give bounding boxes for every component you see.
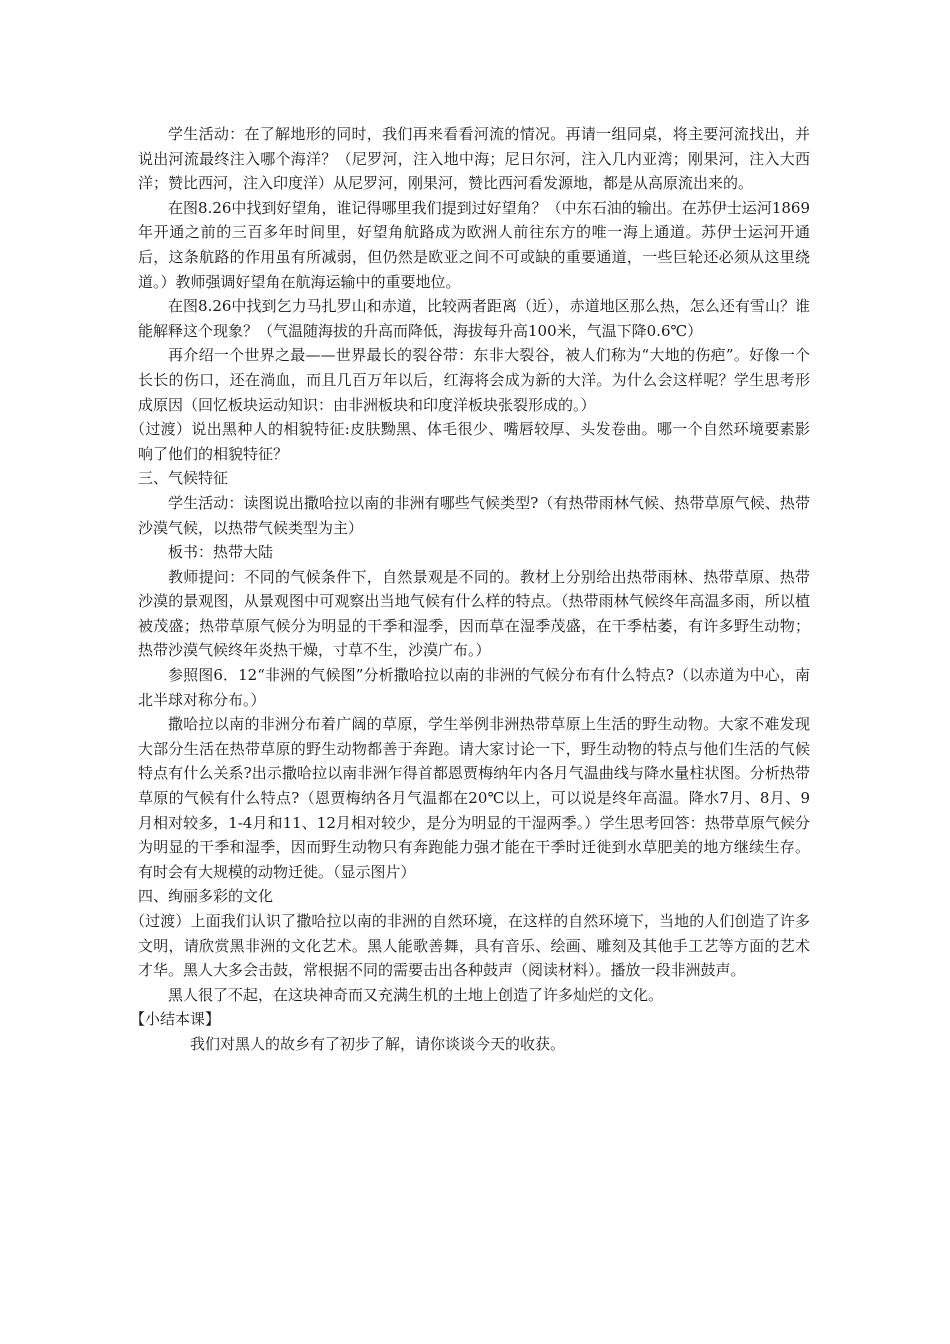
section-heading-culture: 四、绚丽多彩的文化 bbox=[138, 887, 274, 906]
paragraph-teacher-question: 教师提问：不同的气候条件下，自然景观是不同的。教材上分别给出热带雨林、热带草原、热带沙漠的景观图，从景观图中可观察出当地气候有什么样的特点。（热带雨林气候终年高温多雨，所以植被茂盛；热带草原气候分为明显的干季和湿季，因而草在湿季茂盛，在干季枯萎，有许多野生动物；热带沙漠气候终年炎热干燥，寸草不生，沙漠广布。） bbox=[138, 567, 810, 660]
paragraph-closing: 我们对黑人的故乡有了初步了解，请你谈谈今天的收获。 bbox=[190, 1034, 566, 1053]
document-body bbox=[130, 122, 810, 1057]
paragraph-transition-culture: （过渡）上面我们认识了撒哈拉以南的非洲的自然环境，在这样的自然环境下，当地的人们创造了许多文明，请欣赏黑非洲的文化艺术。黑人能歌善舞，具有音乐、绘画、雕刻及其他手工艺等方面的艺术才华。黑人大多会击鼓，常根据不同的需要击出各种鼓声（阅读材料）。播放一段非洲鼓声。 bbox=[130, 912, 810, 980]
section-heading-summary: 【小结本课】 bbox=[130, 1010, 221, 1029]
paragraph-climate-types: 学生活动：读图说出撒哈拉以南的非洲有哪些气候类型?（有热带雨林气候、热带草原气候、热带沙漠气候，以热带气候类型为主） bbox=[138, 493, 810, 537]
paragraph-kilimanjaro: 在图8.26中找到乞力马扎罗山和赤道，比较两者距离（近），赤道地区那么热，怎么还有雪山？谁能解释这个现象？（气温随海拔的升高而降低，海拔每升高100米，气温下降0.6℃） bbox=[138, 297, 810, 340]
paragraph-rift-valley: 再介绍一个世界之最——世界最长的裂谷带：东非大裂谷，被人们称为“大地的伤疤”。好像一个长长的伤口，还在淌血，而且几百万年以后，红海将会成为新的大洋。为什么会这样呢？学生思考形成原因（回忆板块运动知识：由非洲板块和印度洋板块张裂形成的。） bbox=[138, 346, 810, 414]
paragraph-climate-map: 参照图6．12“非洲的气候图”分析撒哈拉以南的非洲的气候分布有什么特点?（以赤道为中心，南北半球对称分布。） bbox=[138, 666, 810, 709]
paragraph-board-note: 板书：热带大陆 bbox=[168, 543, 274, 562]
paragraph-savanna: 撒哈拉以南的非洲分布着广阔的草原，学生举例非洲热带草原上生活的野生动物。大家不难发现大部分生活在热带草原的野生动物都善于奔跑。请大家讨论一下，野生动物的特点与他们生活的气候特点有什么关系?出示撒哈拉以南非洲乍得首都恩贾梅纳年内各月气温曲线与降水量柱状图。分析热带草原的气候有什么特点?（恩贾梅纳各月气温都在20℃以上，可以说是终年高温。降水7月、8月、9月相对较多，1-4月和11、12月相对较少，是分为明显的干湿两季。）学生思考回答：热带草原气候分为明显的干季和湿季，因而野生动物只有奔跑能力强才能在干季时迁徙到水草肥美的地方继续生存。有时会有大规模的动物迁徙。（显示图片） bbox=[138, 715, 810, 881]
section-heading-climate: 三、气候特征 bbox=[138, 469, 229, 488]
paragraph-cape-of-good-hope: 在图8.26中找到好望角，谁记得哪里我们提到过好望角？（中东石油的输出。在苏伊士运河1869年开通之前的三百多年时间里，好望角航路成为欧洲人前往东方的唯一海上通道。苏伊士运河开通后，这条航路的作用虽有所减弱，但仍然是欧亚之间不可或缺的重要通道，一些巨轮还必须从这里绕道。）教师强调好望角在航海运输中的重要地位。 bbox=[138, 198, 810, 291]
paragraph-transition-features: （过渡）说出黑种人的相貌特征:皮肤黝黑、体毛很少、嘴唇较厚、头发卷曲。哪一个自然环境要素影响了他们的相貌特征？ bbox=[130, 420, 810, 463]
paragraph-culture-summary: 黑人很了不起，在这块神奇而又充满生机的土地上创造了许多灿烂的文化。 bbox=[168, 985, 664, 1004]
paragraph-rivers: 学生活动：在了解地形的同时，我们再来看看河流的情况。再请一组同桌，将主要河流找出，并说出河流最终注入哪个海洋？（尼罗河，注入地中海；尼日尔河，注入几内亚湾；刚果河，注入大西洋；赞比西河，注入印度洋）从尼罗河，刚果河，赞比西河看发源地，都是从高原流出来的。 bbox=[138, 125, 810, 193]
